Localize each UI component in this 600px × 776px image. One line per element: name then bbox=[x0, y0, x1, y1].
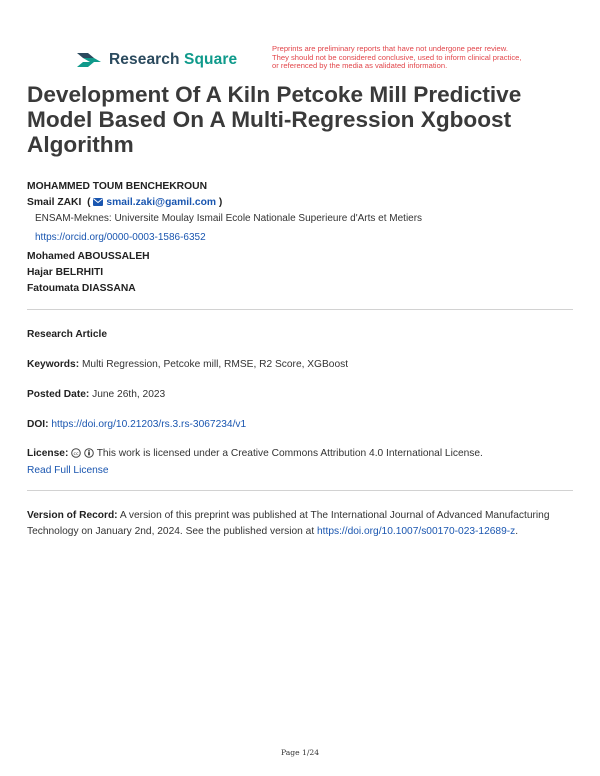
paren-close: ) bbox=[218, 197, 223, 208]
email-text: smail.zaki@gamil.com bbox=[106, 197, 217, 208]
attribution-icon bbox=[84, 448, 94, 458]
keywords-label: Keywords: bbox=[27, 359, 80, 370]
author-belrhiti: Hajar BELRHITI bbox=[27, 267, 104, 278]
author-affiliation: ENSAM-Meknes: Universite Moulay Ismail Ecole Nationale Superieure d'Arts et Metiers bbox=[35, 213, 423, 224]
email-link[interactable] bbox=[93, 197, 216, 208]
posted-date-label: Posted Date: bbox=[27, 389, 90, 400]
divider bbox=[27, 490, 573, 491]
logo-wordmark bbox=[109, 51, 237, 69]
read-full-license-link[interactable]: Read Full License bbox=[27, 465, 109, 476]
disclaimer-line: or referenced by the media as validated information. bbox=[272, 61, 448, 71]
preprint-disclaimer bbox=[272, 45, 572, 71]
svg-text:cc: cc bbox=[73, 452, 79, 457]
posted-date-row bbox=[27, 389, 165, 400]
author-aboussaleh: Mohamed ABOUSSALEH bbox=[27, 251, 150, 262]
envelope-icon bbox=[93, 198, 103, 206]
license-row bbox=[27, 448, 483, 459]
keywords-row bbox=[27, 359, 348, 370]
disclaimer-line: Preprints are preliminary reports that have not undergone peer review. bbox=[272, 44, 508, 53]
doi-link[interactable]: https://doi.org/10.21203/rs.3.rs-3067234/v1 bbox=[51, 419, 247, 430]
doi-row bbox=[27, 419, 246, 430]
author-diassana: Fatoumata DIASSANA bbox=[27, 283, 136, 294]
article-type bbox=[27, 329, 107, 340]
page-number: Page 1/24 bbox=[280, 748, 320, 757]
article-type-text: Research Article bbox=[27, 329, 108, 340]
creative-commons-icon bbox=[71, 448, 81, 458]
version-of-record-end: . bbox=[515, 526, 519, 537]
paper-title: Development Of A Kiln Petcoke Mill Predictive Model Based On A Multi-Regression Xgboost Algorithm bbox=[27, 82, 522, 157]
disclaimer-line: They should not be considered conclusive, used to inform clinical practice, bbox=[272, 52, 522, 62]
version-of-record-label: Version of Record: bbox=[27, 510, 118, 521]
author-zaki bbox=[27, 197, 222, 208]
research-square-logo-icon bbox=[75, 48, 103, 72]
version-of-record bbox=[27, 508, 557, 540]
divider bbox=[27, 309, 573, 310]
paren-open: ( bbox=[87, 197, 91, 208]
license-label: License: bbox=[27, 448, 69, 459]
logo-wordmark-research: Research bbox=[109, 51, 180, 68]
version-of-record-text: A version of this preprint was published at The International Journal of Advanced Manufacturing Technology on January 2nd, 2024. See the published version at bbox=[27, 510, 550, 537]
keywords-value: Multi Regression, Petcoke mill, RMSE, R2 Score, XGBoost bbox=[81, 359, 349, 370]
posted-date-value: June 26th, 2023 bbox=[92, 389, 166, 400]
logo-wordmark-square: Square bbox=[184, 51, 238, 68]
research-square-logo[interactable] bbox=[75, 48, 237, 72]
published-version-link[interactable]: https://doi.org/10.1007/s00170-023-12689-z bbox=[317, 526, 516, 537]
doi-label: DOI: bbox=[27, 419, 49, 430]
orcid-link[interactable]: https://orcid.org/0000-0003-1586-6352 bbox=[35, 232, 206, 243]
license-text: This work is licensed under a Creative Commons Attribution 4.0 International License. bbox=[96, 448, 483, 459]
author-zaki-name: Smail ZAKI bbox=[27, 197, 82, 208]
author-benchekroun: MOHAMMED TOUM BENCHEKROUN bbox=[27, 181, 207, 192]
